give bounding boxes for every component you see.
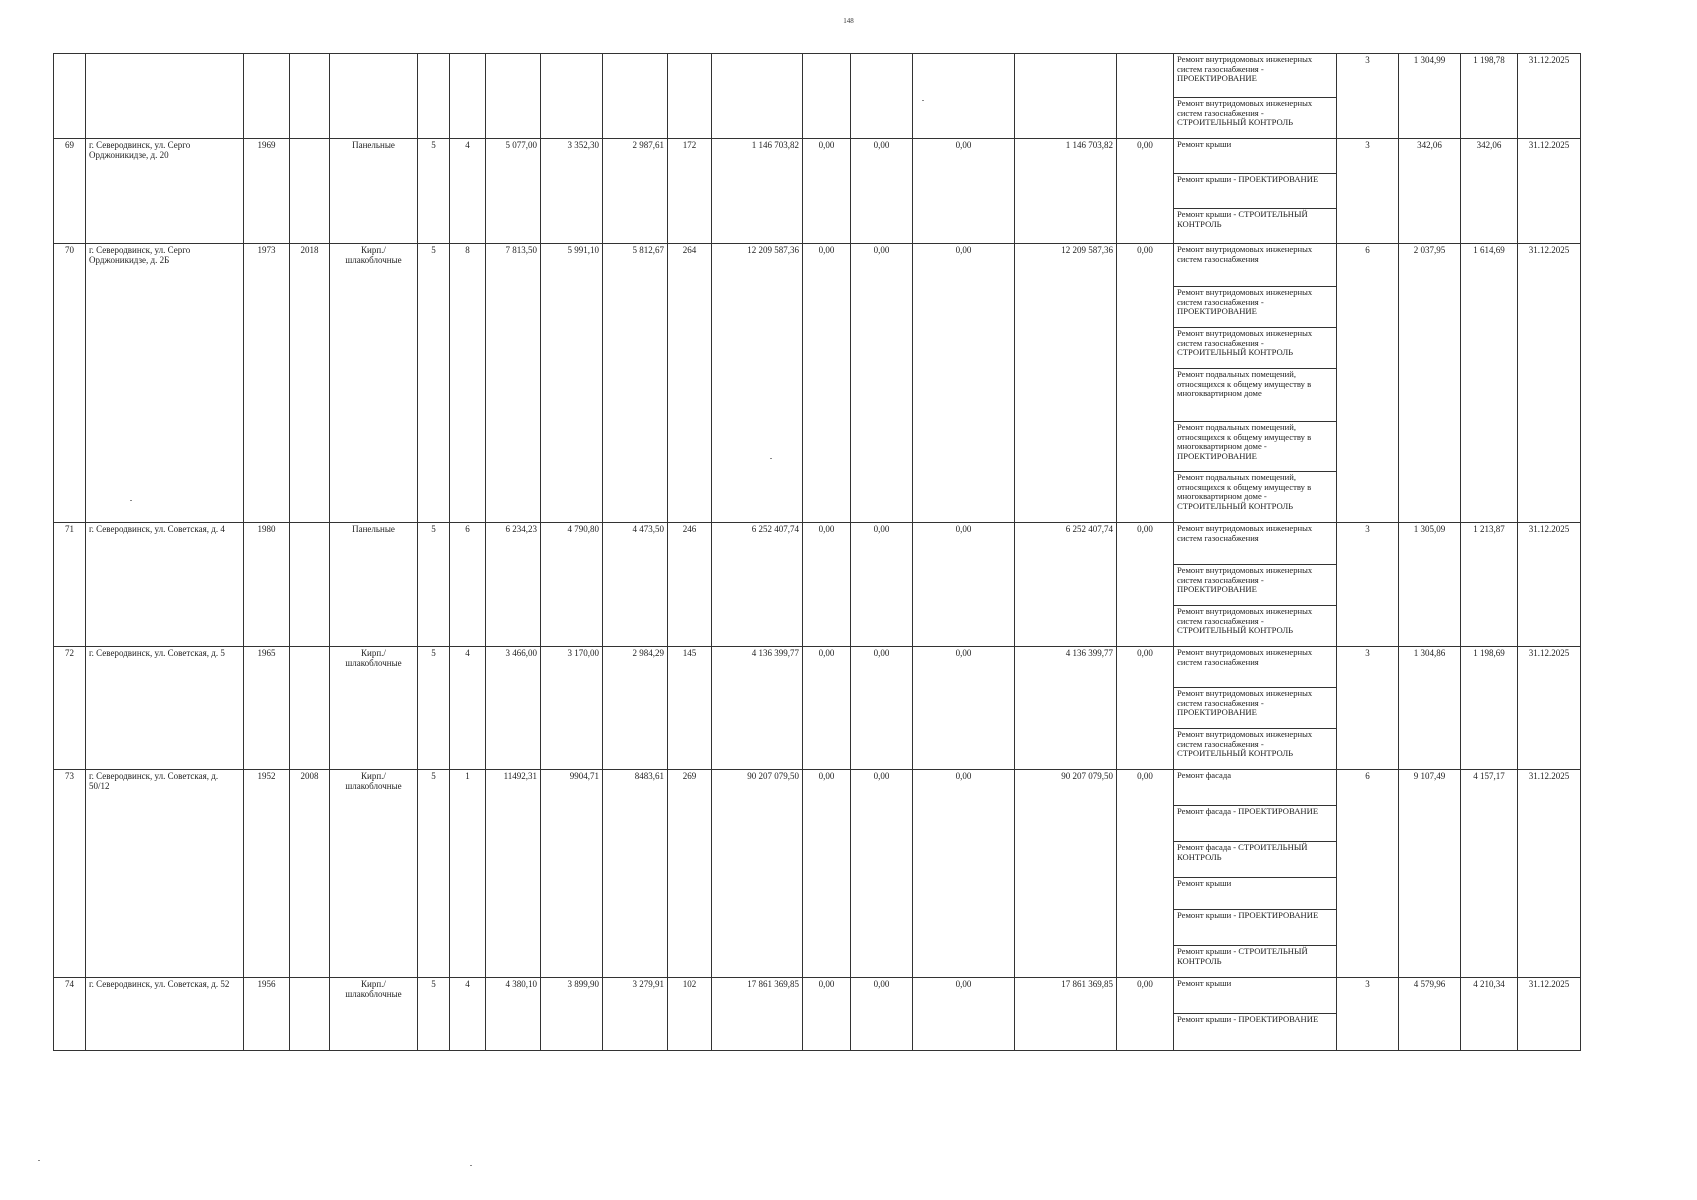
table-row xyxy=(54,139,1581,174)
entrances: 1 xyxy=(450,770,486,978)
kind-count: 3 xyxy=(1337,139,1399,244)
residents: 264 xyxy=(668,244,712,523)
cell-blank xyxy=(244,54,290,139)
cell-blank xyxy=(851,54,913,139)
fund-federal: 0,00 xyxy=(803,978,851,1051)
cell-blank xyxy=(1117,54,1174,139)
fund-federal: 0,00 xyxy=(803,244,851,523)
cost-per-sqm: 2 037,95 xyxy=(1399,244,1461,523)
area-total: 7 813,50 xyxy=(486,244,541,523)
deadline: 31.12.2025 xyxy=(1518,647,1581,770)
kind-count: 6 xyxy=(1337,770,1399,978)
work-item: Ремонт внутридомовых инженерных систем газоснабжения - ПРОЕКТИРОВАНИЕ xyxy=(1174,565,1337,606)
table-row xyxy=(54,244,1581,287)
fund-federal: 0,00 xyxy=(803,770,851,978)
fund-regional: 0,00 xyxy=(851,139,913,244)
deadline: 31.12.2025 xyxy=(1518,54,1581,139)
limit-cost: 4 157,17 xyxy=(1461,770,1518,978)
cost-total: 6 252 407,74 xyxy=(712,523,803,647)
work-item: Ремонт внутридомовых инженерных систем газоснабжения xyxy=(1174,647,1337,688)
fund-federal: 0,00 xyxy=(803,647,851,770)
year-built: 1973 xyxy=(244,244,290,523)
kind-count: 3 xyxy=(1337,978,1399,1051)
kind-count: 3 xyxy=(1337,523,1399,647)
fund-regional: 0,00 xyxy=(851,244,913,523)
area-residential: 8483,61 xyxy=(603,770,668,978)
area-premises: 9904,71 xyxy=(541,770,603,978)
wall-material: Кирп./ шлакоблочные xyxy=(330,647,418,770)
year-repair: 2018 xyxy=(290,244,330,523)
work-item: Ремонт внутридомовых инженерных систем газоснабжения - СТРОИТЕЛЬНЫЙ КОНТРОЛЬ xyxy=(1174,606,1337,647)
fund-federal: 0,00 xyxy=(803,523,851,647)
fund-local: 0,00 xyxy=(913,978,1015,1051)
year-built: 1965 xyxy=(244,647,290,770)
fund-owners: 12 209 587,36 xyxy=(1015,244,1117,523)
floors: 5 xyxy=(418,770,450,978)
address: г. Северодвинск, ул. Советская, д. 5 xyxy=(86,647,244,770)
area-total: 5 077,00 xyxy=(486,139,541,244)
work-item: Ремонт крыши xyxy=(1174,139,1337,174)
fund-owners: 6 252 407,74 xyxy=(1015,523,1117,647)
table-row xyxy=(54,770,1581,806)
continuation-row xyxy=(54,54,1581,98)
fund-other: 0,00 xyxy=(1117,770,1174,978)
row-number: 72 xyxy=(54,647,86,770)
scan-speck xyxy=(922,100,924,101)
year-repair: 2008 xyxy=(290,770,330,978)
cell-blank xyxy=(668,54,712,139)
work-item: Ремонт внутридомовых инженерных систем газоснабжения - ПРОЕКТИРОВАНИЕ xyxy=(1174,54,1337,98)
fund-regional: 0,00 xyxy=(851,978,913,1051)
area-premises: 3 352,30 xyxy=(541,139,603,244)
row-number: 71 xyxy=(54,523,86,647)
work-item: Ремонт внутридомовых инженерных систем газоснабжения - ПРОЕКТИРОВАНИЕ xyxy=(1174,287,1337,328)
year-repair xyxy=(290,647,330,770)
fund-local: 0,00 xyxy=(913,244,1015,523)
table-row xyxy=(54,978,1581,1014)
limit-cost: 342,06 xyxy=(1461,139,1518,244)
table-row xyxy=(54,523,1581,565)
fund-federal: 0,00 xyxy=(803,139,851,244)
area-premises: 5 991,10 xyxy=(541,244,603,523)
residents: 102 xyxy=(668,978,712,1051)
cost-per-sqm: 1 304,99 xyxy=(1399,54,1461,139)
floors: 5 xyxy=(418,647,450,770)
cost-per-sqm: 1 305,09 xyxy=(1399,523,1461,647)
year-repair xyxy=(290,139,330,244)
residents: 246 xyxy=(668,523,712,647)
work-item: Ремонт крыши xyxy=(1174,978,1337,1014)
year-built: 1980 xyxy=(244,523,290,647)
limit-cost: 1 213,87 xyxy=(1461,523,1518,647)
work-item: Ремонт крыши - ПРОЕКТИРОВАНИЕ xyxy=(1174,174,1337,209)
scan-speck xyxy=(38,1160,40,1161)
cell-blank xyxy=(603,54,668,139)
address: г. Северодвинск, ул. Советская, д. 50/12 xyxy=(86,770,244,978)
cell-blank xyxy=(913,54,1015,139)
wall-material: Кирп./ шлакоблочные xyxy=(330,978,418,1051)
cost-total: 1 146 703,82 xyxy=(712,139,803,244)
area-residential: 2 987,61 xyxy=(603,139,668,244)
deadline: 31.12.2025 xyxy=(1518,978,1581,1051)
row-number: 74 xyxy=(54,978,86,1051)
fund-local: 0,00 xyxy=(913,647,1015,770)
work-item: Ремонт фасада - ПРОЕКТИРОВАНИЕ xyxy=(1174,806,1337,842)
limit-cost: 1 198,69 xyxy=(1461,647,1518,770)
work-item: Ремонт крыши - ПРОЕКТИРОВАНИЕ xyxy=(1174,910,1337,946)
cost-per-sqm: 342,06 xyxy=(1399,139,1461,244)
work-item: Ремонт крыши - СТРОИТЕЛЬНЫЙ КОНТРОЛЬ xyxy=(1174,209,1337,244)
area-residential: 5 812,67 xyxy=(603,244,668,523)
area-residential: 2 984,29 xyxy=(603,647,668,770)
scan-speck xyxy=(130,500,132,501)
table-row xyxy=(54,647,1581,688)
year-built: 1956 xyxy=(244,978,290,1051)
fund-other: 0,00 xyxy=(1117,523,1174,647)
work-item: Ремонт внутридомовых инженерных систем газоснабжения xyxy=(1174,244,1337,287)
cost-per-sqm: 1 304,86 xyxy=(1399,647,1461,770)
work-item: Ремонт внутридомовых инженерных систем газоснабжения - СТРОИТЕЛЬНЫЙ КОНТРОЛЬ xyxy=(1174,729,1337,770)
work-item: Ремонт крыши - СТРОИТЕЛЬНЫЙ КОНТРОЛЬ xyxy=(1174,946,1337,978)
work-item: Ремонт фасада xyxy=(1174,770,1337,806)
work-item: Ремонт внутридомовых инженерных систем газоснабжения - ПРОЕКТИРОВАНИЕ xyxy=(1174,688,1337,729)
floors: 5 xyxy=(418,244,450,523)
cell-blank xyxy=(803,54,851,139)
cost-total: 90 207 079,50 xyxy=(712,770,803,978)
cell-blank xyxy=(712,54,803,139)
fund-regional: 0,00 xyxy=(851,647,913,770)
cost-total: 12 209 587,36 xyxy=(712,244,803,523)
cell-blank xyxy=(330,54,418,139)
fund-local: 0,00 xyxy=(913,139,1015,244)
cell-blank xyxy=(541,54,603,139)
kind-count: 3 xyxy=(1337,54,1399,139)
cost-per-sqm: 9 107,49 xyxy=(1399,770,1461,978)
fund-other: 0,00 xyxy=(1117,244,1174,523)
address: г. Северодвинск, ул. Советская, д. 52 xyxy=(86,978,244,1051)
year-repair xyxy=(290,523,330,647)
deadline: 31.12.2025 xyxy=(1518,244,1581,523)
deadline: 31.12.2025 xyxy=(1518,770,1581,978)
address: г. Северодвинск, ул. Серго Орджоникидзе, д. 2Б xyxy=(86,244,244,523)
wall-material: Панельные xyxy=(330,523,418,647)
area-residential: 3 279,91 xyxy=(603,978,668,1051)
fund-regional: 0,00 xyxy=(851,523,913,647)
residents: 172 xyxy=(668,139,712,244)
work-item: Ремонт внутридомовых инженерных систем газоснабжения - СТРОИТЕЛЬНЫЙ КОНТРОЛЬ xyxy=(1174,98,1337,139)
work-item: Ремонт крыши xyxy=(1174,878,1337,910)
floors: 5 xyxy=(418,523,450,647)
cell-blank xyxy=(290,54,330,139)
entrances: 8 xyxy=(450,244,486,523)
year-built: 1952 xyxy=(244,770,290,978)
deadline: 31.12.2025 xyxy=(1518,523,1581,647)
area-total: 4 380,10 xyxy=(486,978,541,1051)
row-number: 73 xyxy=(54,770,86,978)
deadline: 31.12.2025 xyxy=(1518,139,1581,244)
work-item: Ремонт фасада - СТРОИТЕЛЬНЫЙ КОНТРОЛЬ xyxy=(1174,842,1337,878)
scan-speck xyxy=(770,458,772,459)
fund-owners: 1 146 703,82 xyxy=(1015,139,1117,244)
kind-count: 6 xyxy=(1337,244,1399,523)
page-number: 148 xyxy=(843,17,854,25)
address: г. Северодвинск, ул. Серго Орджоникидзе, д. 20 xyxy=(86,139,244,244)
address: г. Северодвинск, ул. Советская, д. 4 xyxy=(86,523,244,647)
fund-owners: 90 207 079,50 xyxy=(1015,770,1117,978)
work-item: Ремонт подвальных помещений, относящихся к общему имуществу в многоквартирном доме xyxy=(1174,369,1337,422)
cost-total: 4 136 399,77 xyxy=(712,647,803,770)
entrances: 4 xyxy=(450,139,486,244)
cell-blank xyxy=(486,54,541,139)
work-item: Ремонт подвальных помещений, относящихся к общему имуществу в многоквартирном доме - ПРОЕКТИРОВАНИЕ xyxy=(1174,422,1337,472)
fund-local: 0,00 xyxy=(913,770,1015,978)
limit-cost: 1 614,69 xyxy=(1461,244,1518,523)
cell-blank xyxy=(1015,54,1117,139)
area-residential: 4 473,50 xyxy=(603,523,668,647)
fund-regional: 0,00 xyxy=(851,770,913,978)
fund-owners: 4 136 399,77 xyxy=(1015,647,1117,770)
entrances: 4 xyxy=(450,647,486,770)
residents: 269 xyxy=(668,770,712,978)
entrances: 4 xyxy=(450,978,486,1051)
fund-owners: 17 861 369,85 xyxy=(1015,978,1117,1051)
area-premises: 3 899,90 xyxy=(541,978,603,1051)
year-repair xyxy=(290,978,330,1051)
cell-address xyxy=(86,54,244,139)
cost-total: 17 861 369,85 xyxy=(712,978,803,1051)
wall-material: Кирп./ шлакоблочные xyxy=(330,770,418,978)
wall-material: Панельные xyxy=(330,139,418,244)
area-total: 3 466,00 xyxy=(486,647,541,770)
fund-other: 0,00 xyxy=(1117,978,1174,1051)
entrances: 6 xyxy=(450,523,486,647)
table-body xyxy=(54,54,1581,1051)
row-number: 69 xyxy=(54,139,86,244)
wall-material: Кирп./ шлакоблочные xyxy=(330,244,418,523)
cell-blank xyxy=(418,54,450,139)
row-number: 70 xyxy=(54,244,86,523)
work-item: Ремонт крыши - ПРОЕКТИРОВАНИЕ xyxy=(1174,1014,1337,1051)
residents: 145 xyxy=(668,647,712,770)
work-item: Ремонт внутридомовых инженерных систем газоснабжения - СТРОИТЕЛЬНЫЙ КОНТРОЛЬ xyxy=(1174,328,1337,369)
fund-other: 0,00 xyxy=(1117,647,1174,770)
area-total: 11492,31 xyxy=(486,770,541,978)
work-item: Ремонт внутридомовых инженерных систем газоснабжения xyxy=(1174,523,1337,565)
cell-blank xyxy=(450,54,486,139)
area-premises: 4 790,80 xyxy=(541,523,603,647)
cost-per-sqm: 4 579,96 xyxy=(1399,978,1461,1051)
year-built: 1969 xyxy=(244,139,290,244)
floors: 5 xyxy=(418,139,450,244)
scan-speck xyxy=(470,1165,472,1166)
limit-cost: 4 210,34 xyxy=(1461,978,1518,1051)
fund-local: 0,00 xyxy=(913,523,1015,647)
limit-cost: 1 198,78 xyxy=(1461,54,1518,139)
cell-num xyxy=(54,54,86,139)
fund-other: 0,00 xyxy=(1117,139,1174,244)
work-item: Ремонт подвальных помещений, относящихся к общему имуществу в многоквартирном доме - СТРОИТЕЛЬНЫЙ КОНТРОЛЬ xyxy=(1174,472,1337,523)
floors: 5 xyxy=(418,978,450,1051)
area-premises: 3 170,00 xyxy=(541,647,603,770)
kind-count: 3 xyxy=(1337,647,1399,770)
capital-repair-table xyxy=(53,53,1581,1051)
area-total: 6 234,23 xyxy=(486,523,541,647)
